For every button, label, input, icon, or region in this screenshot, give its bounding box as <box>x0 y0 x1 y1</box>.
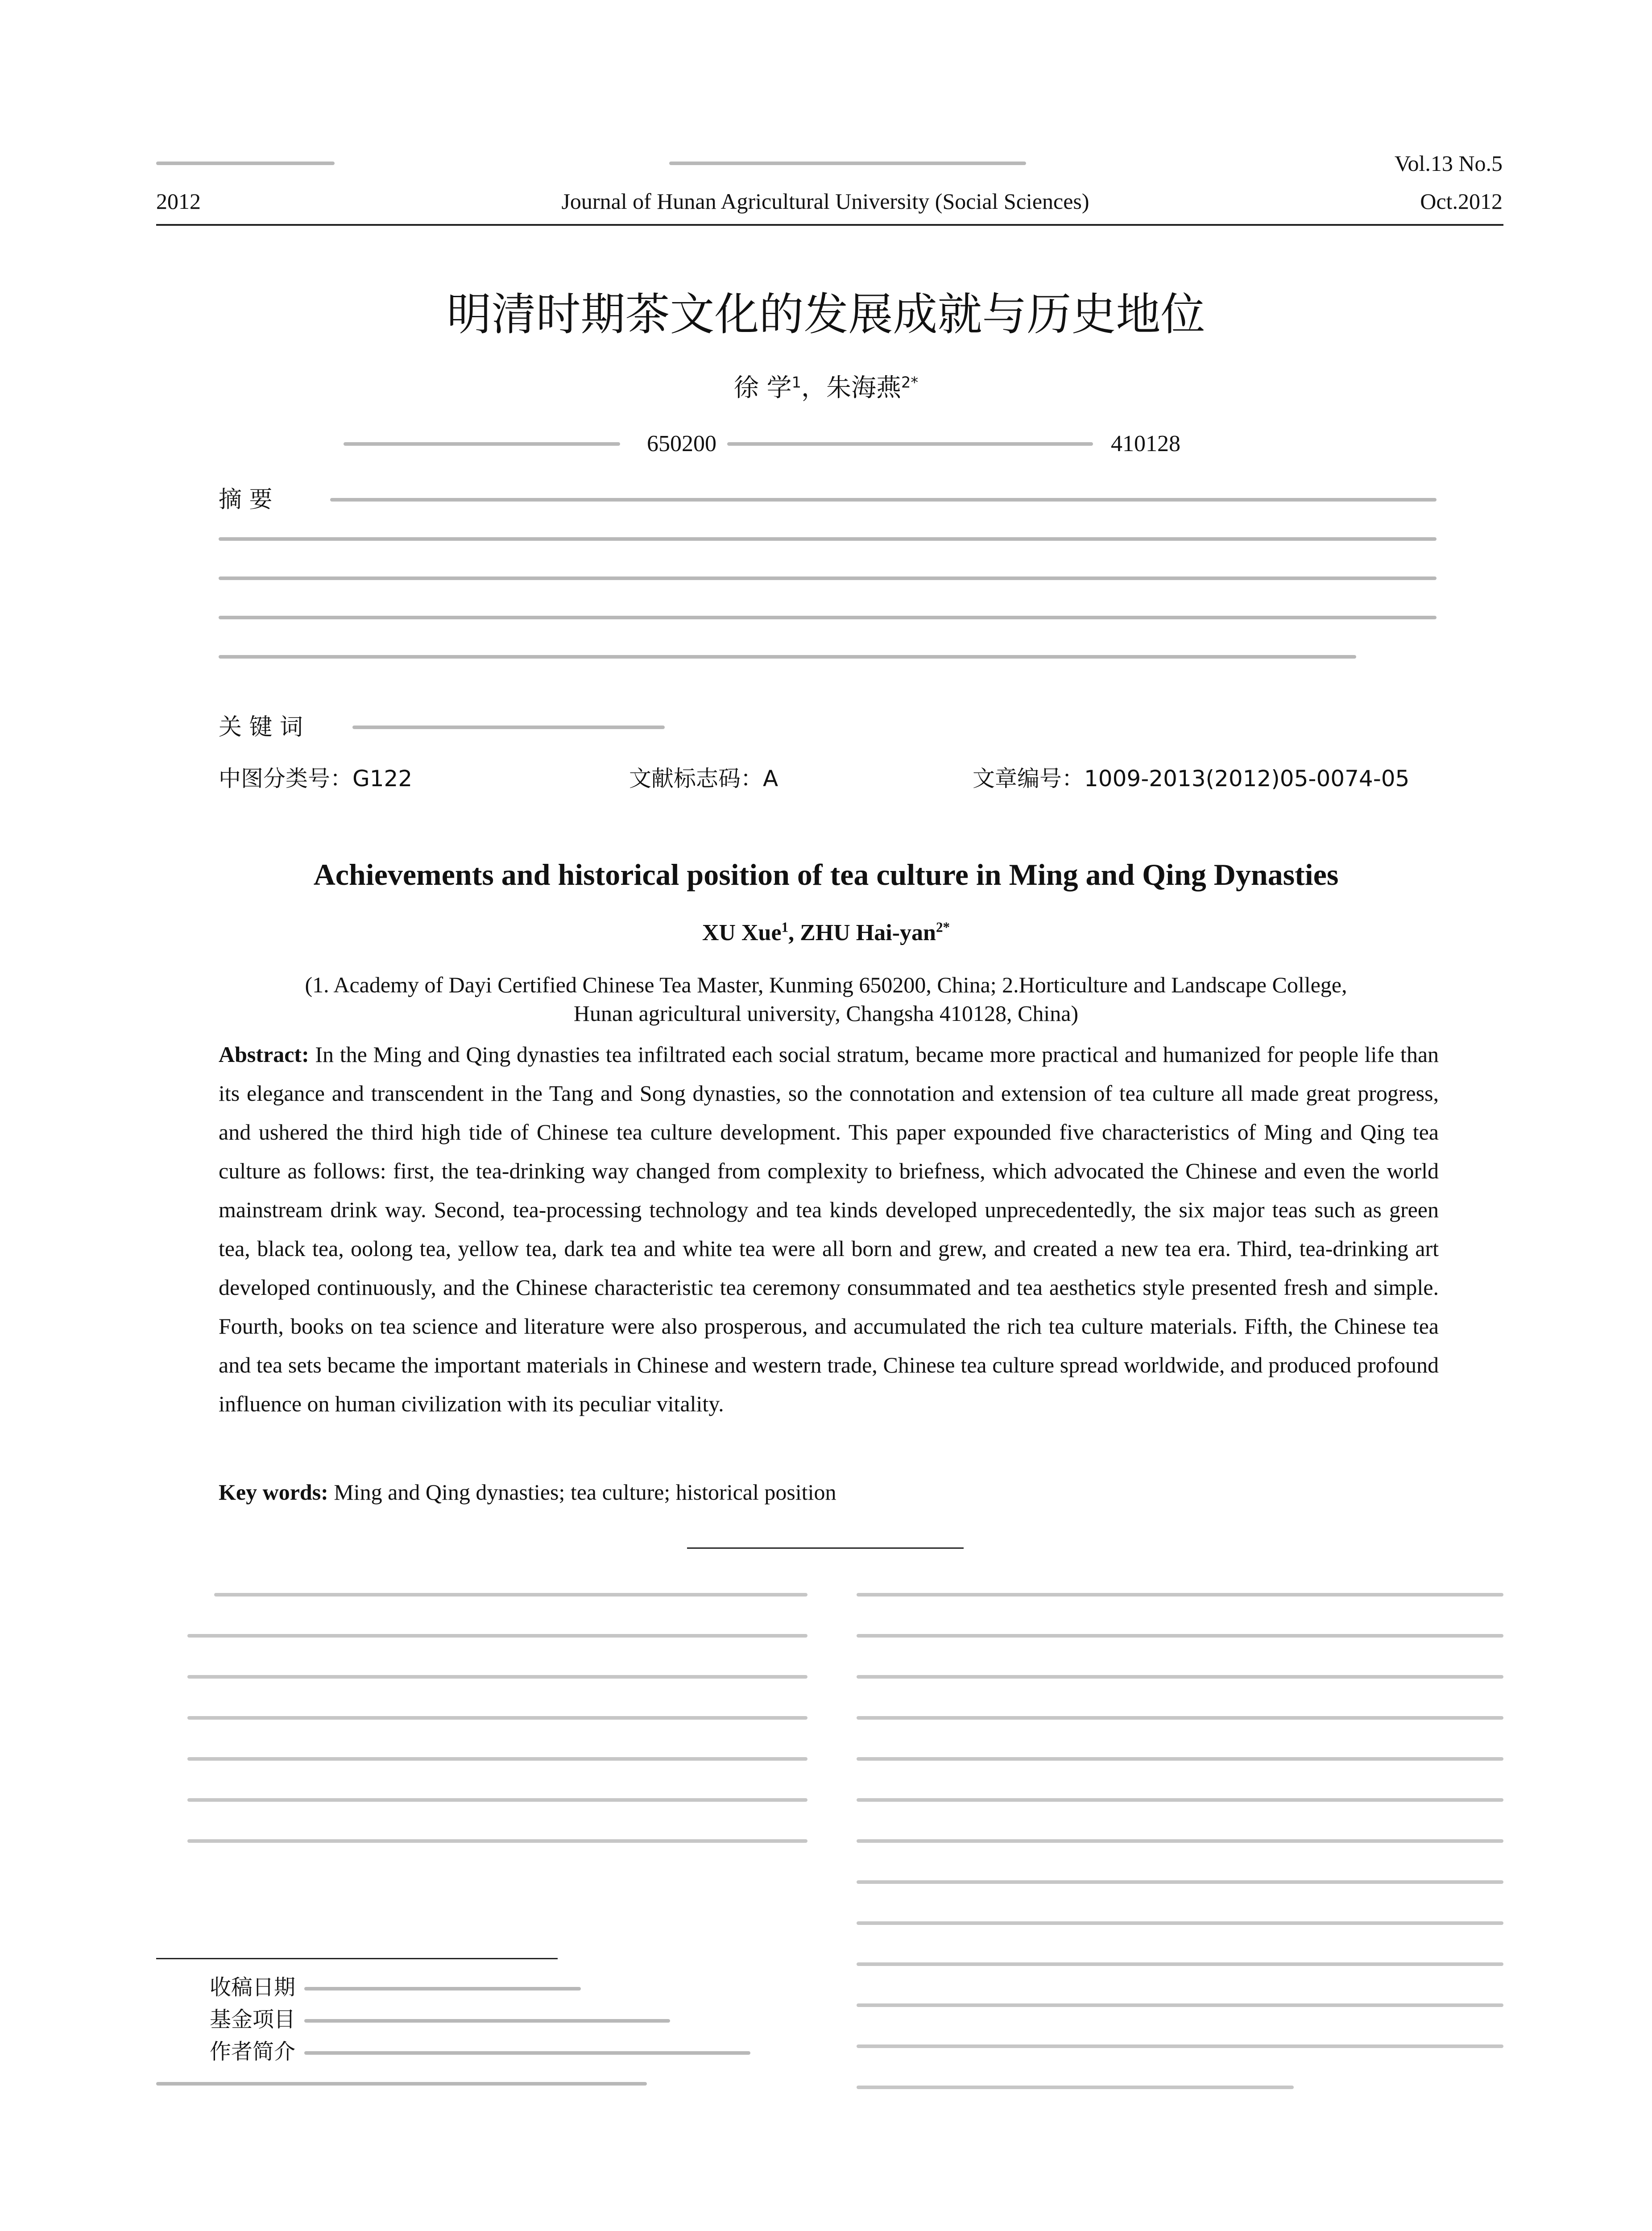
body-right-column <box>857 1575 1503 2142</box>
footnote-received <box>210 1971 812 2003</box>
keywords-en: Key words: Ming and Qing dynasties; tea culture; historical position <box>219 1480 836 1505</box>
abstract-text-en: In the Ming and Qing dynasties tea infiltrated each social stratum, became more practical and humanized for people life than its elegance and transcendent in the Tang and Song dynasties, so the connotation and extension of tea culture all made great progress, and ushered the third high tide of Chinese tea culture development. This paper expounded five characteristics of Ming and Qing tea culture as follows: first, the tea-drinking way changed from complexity to briefness, which advocated the Chinese and even the world mainstream drink way. Second, tea-processing technology and tea kinds developed unprecedentedly, the six major teas such as green tea, black tea, oolong tea, yellow tea, dark tea and white tea were all born and grew, and created a new tea era. Third, tea-drinking art developed continuously, and the Chinese characteristic tea ceremony consummated and tea aesthetics style presented fresh and simple. Fourth, books on tea science and literature were also prosperous, and accumulated the rich tea culture materials. Fifth, the Chinese tea and tea sets became the important materials in Chinese and western trade, Chinese tea culture spread worldwide, and produced profound influence on human civilization with its peculiar vitality. <box>219 1042 1439 1416</box>
affiliation-cn <box>344 428 1325 460</box>
postcode-1: 650200 <box>647 431 716 456</box>
date-right: Oct.2012 <box>1420 189 1503 214</box>
keywords-label-en: Key words <box>219 1480 321 1505</box>
author-2-cn: 朱海燕 <box>826 373 902 402</box>
authors-cn <box>0 370 1652 406</box>
section-divider <box>687 1547 964 1549</box>
document-code: 文献标志码：A <box>629 766 778 792</box>
affiliation-en <box>134 970 1518 1028</box>
header-rule <box>156 224 1503 226</box>
article-title-cn: 明清时期茶文化的发展成就与历史地位 <box>447 288 1205 340</box>
article-number: 文章编号：1009-2013(2012)05-0074-05 <box>973 766 1410 792</box>
journal-title-cn <box>669 149 1026 165</box>
author-2-sup: 2* <box>901 373 919 391</box>
volume-issue-en: Vol.13 No.5 <box>1394 151 1503 176</box>
abstract-cn-garbled <box>219 482 1437 705</box>
footnote-author <box>210 2036 812 2068</box>
author-1-en-sup: 1 <box>781 919 789 935</box>
affiliation-en-line-2: Hunan agricultural university, Changsha 410128, China) <box>573 1001 1079 1026</box>
author-separator: ， <box>801 373 827 402</box>
volume-issue-cn <box>156 149 379 165</box>
author-1-sup: 1 <box>791 373 802 391</box>
footnote-fund <box>210 2003 812 2036</box>
author-2-en-sup: 2* <box>936 919 950 935</box>
footnote-author-label: 作者简介 <box>210 2039 296 2064</box>
body-left-column <box>187 1575 807 1887</box>
footnote-continuation <box>156 2068 807 2100</box>
author-en-separator: , <box>788 920 800 945</box>
keywords-text-en: Ming and Qing dynasties; tea culture; historical position <box>334 1480 836 1505</box>
author-1-cn: 徐 学 <box>733 373 792 402</box>
authors-en <box>0 917 1652 949</box>
footnote-fund-label: 基金项目 <box>210 2007 296 2032</box>
author-1-en: XU Xue <box>702 920 782 945</box>
postcode-2: 410128 <box>1111 431 1180 456</box>
footnote-received-label: 收稿日期 <box>210 1975 296 2000</box>
clc-number: 中图分类号：G122 <box>219 766 413 792</box>
author-2-en: ZHU Hai-yan <box>800 920 936 945</box>
abstract-en: Abstract: In the Ming and Qing dynasties tea infiltrated each social stratum, became more practical and humanized for people life than its elegance and transcendent in the Tang and Song dynasties, so the connotation and extension of tea culture all made great progress, and ushered the third high tide of Chinese tea culture development. This paper expounded five characteristics of Ming and Qing tea culture as follows: first, the tea-drinking way changed from complexity to briefness, which advocated the Chinese and even the world mainstream drink way. Second, tea-processing technology and tea kinds developed unprecedentedly, the six major teas such as green tea, black tea, oolong tea, yellow tea, dark tea and white tea were all born and grew, and created a new tea era. Third, tea-drinking art developed continuously, and the Chinese characteristic tea ceremony consummated and tea aesthetics style presented fresh and simple. Fourth, books on tea science and literature were also prosperous, and accumulated the rich tea culture materials. Fifth, the Chinese tea and tea sets became the important materials in Chinese and western trade, Chinese tea culture spread worldwide, and produced profound influence on human civilization with its peculiar vitality. <box>219 1042 1439 1416</box>
abstract-label-en: Abstract <box>219 1042 302 1067</box>
date-left: 2012 <box>156 189 201 214</box>
article-title-en: Achievements and historical position of tea culture in Ming and Qing Dynasties <box>313 858 1339 892</box>
keywords-cn-garbled <box>352 709 754 745</box>
journal-title-en: Journal of Hunan Agricultural University (Social Sciences) <box>561 189 1089 214</box>
footnote-rule <box>156 1958 558 1959</box>
affiliation-en-line-1: (1. Academy of Dayi Certified Chinese Tea Master, Kunming 650200, China; 2.Horticulture and Landscape College, <box>305 972 1347 997</box>
keywords-label-cn: 关 键 词 <box>219 714 303 741</box>
abstract-label-cn: 摘 要 <box>219 486 273 513</box>
